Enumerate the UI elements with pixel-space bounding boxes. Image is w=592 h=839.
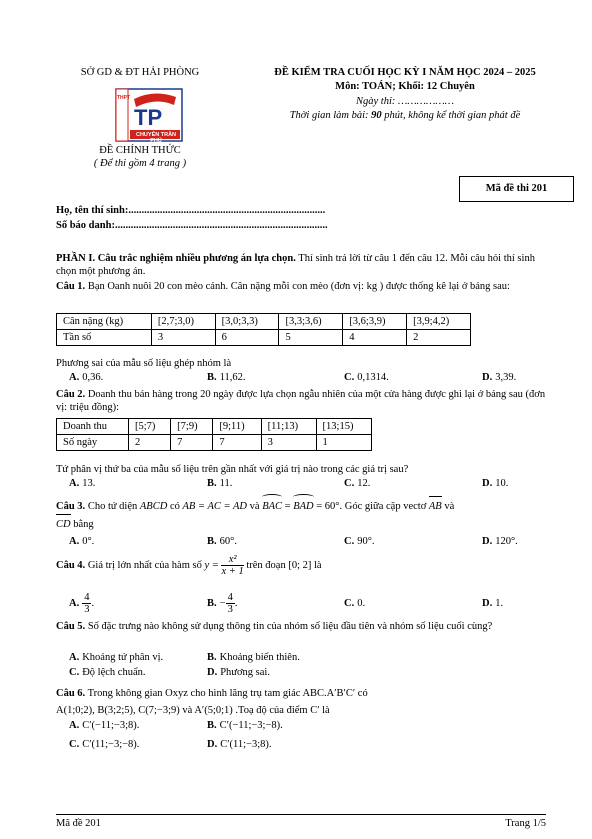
q6-text-line2: A(1;0;2), B(3;2;5), C(7;−3;9) và A′(5;0;1) .Toạ độ của điểm C′ là xyxy=(56,705,330,716)
option-text: 0,36. xyxy=(82,372,104,383)
table-cell: 1 xyxy=(316,435,371,451)
question-1-stem xyxy=(56,280,546,293)
table-cell: [5;7) xyxy=(128,419,170,435)
option-text: Khoảng biến thiên. xyxy=(219,652,300,663)
q1-option-a: A. 0,36. xyxy=(69,372,104,383)
q1-table xyxy=(56,313,471,346)
q3-text: và xyxy=(441,501,455,512)
q3-vector-cd: CD xyxy=(56,516,71,534)
table-cell: [13;15) xyxy=(316,419,371,435)
q4-option-d: D. 1. xyxy=(482,598,504,609)
q3-text: và xyxy=(247,501,263,512)
option-text: C′(−11;−3;−8). xyxy=(219,720,283,731)
table-cell: 2 xyxy=(128,435,170,451)
table-cell: [11;13) xyxy=(261,419,316,435)
q3-vector-ab: AB xyxy=(429,498,442,516)
q4-fraction xyxy=(221,554,243,577)
page-count: ( Để thi gồm 4 trang ) xyxy=(93,158,187,169)
table-cell: 7 xyxy=(171,435,213,451)
subject: Môn: TOÁN; Khối: 12 Chuyên xyxy=(335,81,475,92)
option-text: C′(11;−3;8). xyxy=(220,739,272,750)
q2-option-d: D. 10. xyxy=(482,478,509,489)
q2-option-c: C. 12. xyxy=(344,478,371,489)
option-text: C′(−11;−3;8). xyxy=(82,720,140,731)
table-cell: 6 xyxy=(215,330,279,346)
table-row xyxy=(57,314,471,330)
option-text: Khoảng tứ phân vị. xyxy=(82,652,164,663)
logo-vertical-text: THPT xyxy=(117,95,131,101)
q6-option-b: B. C′(−11;−3;−8). xyxy=(207,720,283,731)
q4-text: trên đoạn xyxy=(246,560,289,571)
option-text: 0,1314. xyxy=(357,372,389,383)
q3-text: Cho tứ diện xyxy=(85,501,140,512)
duration-prefix: Thời gian làm bài: xyxy=(289,110,372,121)
q3-option-b: B. 60°. xyxy=(207,536,237,547)
part1-heading: PHẦN I. Câu trắc nghiệm nhiều phương án lựa chọn. xyxy=(56,253,296,264)
q3-angle-bad: BAD xyxy=(293,498,313,516)
q4-function-name: y = xyxy=(204,560,219,571)
q6-option-a: A. C′(−11;−3;8). xyxy=(69,720,140,731)
q5-option-d: D. Phương sai. xyxy=(207,667,270,678)
fraction-numerator: 4 xyxy=(227,592,233,603)
q2-label: Câu 2. xyxy=(56,389,86,400)
table-cell: Doanh thu xyxy=(57,419,129,435)
q3-option-a: A. 0°. xyxy=(69,536,95,547)
exam-title: ĐỀ KIỂM TRA CUỐI HỌC KỲ I NĂM HỌC 2024 – 2025 xyxy=(274,67,536,78)
q4-label: Câu 4. xyxy=(56,560,86,571)
option-fraction xyxy=(82,592,91,615)
option-text: 1. xyxy=(495,598,504,609)
duration-suffix: phút, không kể thời gian phát đề xyxy=(381,110,521,121)
exam-code-box: Mã đề thi 201 xyxy=(459,176,574,202)
footer-divider xyxy=(56,814,546,815)
table-cell: 3 xyxy=(151,330,215,346)
q1-option-d: D. 3,39. xyxy=(482,372,517,383)
table-row xyxy=(57,435,372,451)
department: SỞ GD & ĐT HẢI PHÒNG xyxy=(80,67,200,78)
option-text: 11. xyxy=(219,478,233,489)
option-text: Phương sai. xyxy=(220,667,270,678)
exam-date: Ngày thi: ……………… xyxy=(355,96,454,107)
q5-text: Số đặc trưng nào không sử dụng thông tin của nhóm số liệu đầu tiên và nhóm số liệu cuối cùng? xyxy=(85,621,493,632)
q2-prompt: Tứ phân vị thứ ba của mẫu số liệu trên gần nhất với giá trị nào trong các giá trị sau? xyxy=(56,464,409,475)
q6-option-c: C. C′(11;−3;−8). xyxy=(69,739,140,750)
fraction-numerator: x² xyxy=(221,554,243,566)
option-text: 11,62. xyxy=(219,372,246,383)
q1-text: Bạn Oanh nuôi 20 con mèo cảnh. Cân nặng mỗi con mèo (đơn vị: kg ) được thống kê lại ở bảng sau: xyxy=(85,281,510,292)
option-text: C′(11;−3;−8). xyxy=(82,739,140,750)
part1-instructions xyxy=(56,252,546,278)
table-cell: [2,7;3,0) xyxy=(151,314,215,330)
q4-option-b: B. − $\frac{4}{3}$ . xyxy=(207,592,238,615)
q6-label: Câu 6. xyxy=(56,688,86,699)
table-cell: [3,9;4,2) xyxy=(407,314,471,330)
table-cell: 5 xyxy=(279,330,343,346)
table-cell: Cân nặng (kg) xyxy=(57,314,152,330)
table-row xyxy=(57,330,471,346)
option-text: 10. xyxy=(495,478,509,489)
table-cell: [9;11) xyxy=(213,419,261,435)
minus-sign: − xyxy=(219,598,226,609)
logo-text: CHUYÊN TRẦN PHÚ xyxy=(135,132,177,144)
option-text: 90°. xyxy=(357,536,375,547)
q6-text: Trong không gian Oxyz cho hình lăng trụ tam giác ABC.A′B′C′ có xyxy=(85,688,368,699)
q4-text: Giá trị lớn nhất của hàm số xyxy=(85,560,205,571)
table-cell: [7;9) xyxy=(171,419,213,435)
option-text: 13. xyxy=(82,478,96,489)
option-text: 12. xyxy=(357,478,371,489)
option-text: 120°. xyxy=(495,536,518,547)
option-text: 60°. xyxy=(219,536,237,547)
option-text: 0. xyxy=(357,598,366,609)
fraction-numerator: 4 xyxy=(84,592,90,603)
q3-angle-bac: BAC xyxy=(262,498,282,516)
q5-option-b: B. Khoảng biến thiên. xyxy=(207,652,300,663)
fraction-denominator: 3 xyxy=(227,604,233,615)
q2-option-a: A. 13. xyxy=(69,478,96,489)
duration-minutes: 90 xyxy=(371,110,382,121)
table-cell: [3,3;3,6) xyxy=(279,314,343,330)
table-cell: 2 xyxy=(407,330,471,346)
q4-text: là xyxy=(311,560,322,571)
question-3-stem xyxy=(56,498,546,534)
q1-prompt: Phương sai của mẫu số liệu ghép nhóm là xyxy=(56,358,232,369)
q2-text: Doanh thu bán hàng trong 20 ngày được lựa chọn ngẫu nhiên của một cửa hàng được ghi lại ở bảng sau (đơn vị: triệu đồng): xyxy=(56,389,546,413)
q3-label: Câu 3. xyxy=(56,501,86,512)
table-cell: [3,6;3,9) xyxy=(343,314,407,330)
q1-label: Câu 1. xyxy=(56,281,86,292)
candidate-name-line: Họ, tên thí sinh:........................................................................... xyxy=(56,205,326,216)
fraction-denominator: 3 xyxy=(84,604,90,615)
q2-table xyxy=(56,418,372,451)
q4-option-a: A. $\frac{4}{3}$ . xyxy=(69,592,95,615)
question-6-stem xyxy=(56,685,546,719)
fraction-denominator: x + 1 xyxy=(221,566,244,578)
table-cell: Tần số xyxy=(57,330,152,346)
q1-option-b: B. 11,62. xyxy=(207,372,246,383)
q1-option-c: C. 0,1314. xyxy=(344,372,389,383)
q3-option-c: C. 90°. xyxy=(344,536,375,547)
q4-interval: [0; 2] xyxy=(288,560,312,571)
option-text: 0°. xyxy=(82,536,95,547)
svg-text:TP: TP xyxy=(134,105,163,130)
q5-label: Câu 5. xyxy=(56,621,86,632)
q3-equation: AB = AC = AD xyxy=(182,501,248,512)
question-4-stem xyxy=(56,553,546,579)
question-2-stem xyxy=(56,388,546,414)
official-label: ĐỀ CHÍNH THỨC xyxy=(99,145,181,156)
part1-intro: Thí sinh trả lời từ câu 1 đến câu 12. Mỗi câu hỏi thí sinh chọn một phương án. xyxy=(56,253,535,277)
candidate-id-line: Số báo danh:................................................................................. xyxy=(56,220,328,231)
q4-option-c: C. 0. xyxy=(344,598,366,609)
table-cell: Số ngày xyxy=(57,435,129,451)
table-cell: 7 xyxy=(213,435,261,451)
q3-option-d: D. 120°. xyxy=(482,536,518,547)
q3-text: = 60°. Góc giữa cặp vectơ xyxy=(313,501,429,512)
footer-page-number: Trang 1/5 xyxy=(505,818,546,829)
table-row xyxy=(57,419,372,435)
q6-option-d: D. C′(11;−3;8). xyxy=(207,739,272,750)
exam-duration xyxy=(240,110,570,121)
footer-exam-code: Mã đề 201 xyxy=(56,818,101,829)
q5-option-a: A. Khoảng tứ phân vị. xyxy=(69,652,164,663)
q3-text: = xyxy=(282,501,294,512)
q2-option-b: B. 11. xyxy=(207,478,233,489)
question-5-stem xyxy=(56,620,546,633)
option-fraction xyxy=(226,592,235,615)
q3-tetrahedron: ABCD xyxy=(139,501,168,512)
q3-text: có xyxy=(167,501,183,512)
option-text: Độ lệch chuẩn. xyxy=(82,667,146,678)
q3-text: bằng xyxy=(70,519,94,530)
table-cell: 3 xyxy=(261,435,316,451)
table-cell: 4 xyxy=(343,330,407,346)
option-text: 3,39. xyxy=(495,372,517,383)
table-cell: [3,0;3,3) xyxy=(215,314,279,330)
q5-option-c: C. Độ lệch chuẩn. xyxy=(69,667,146,678)
